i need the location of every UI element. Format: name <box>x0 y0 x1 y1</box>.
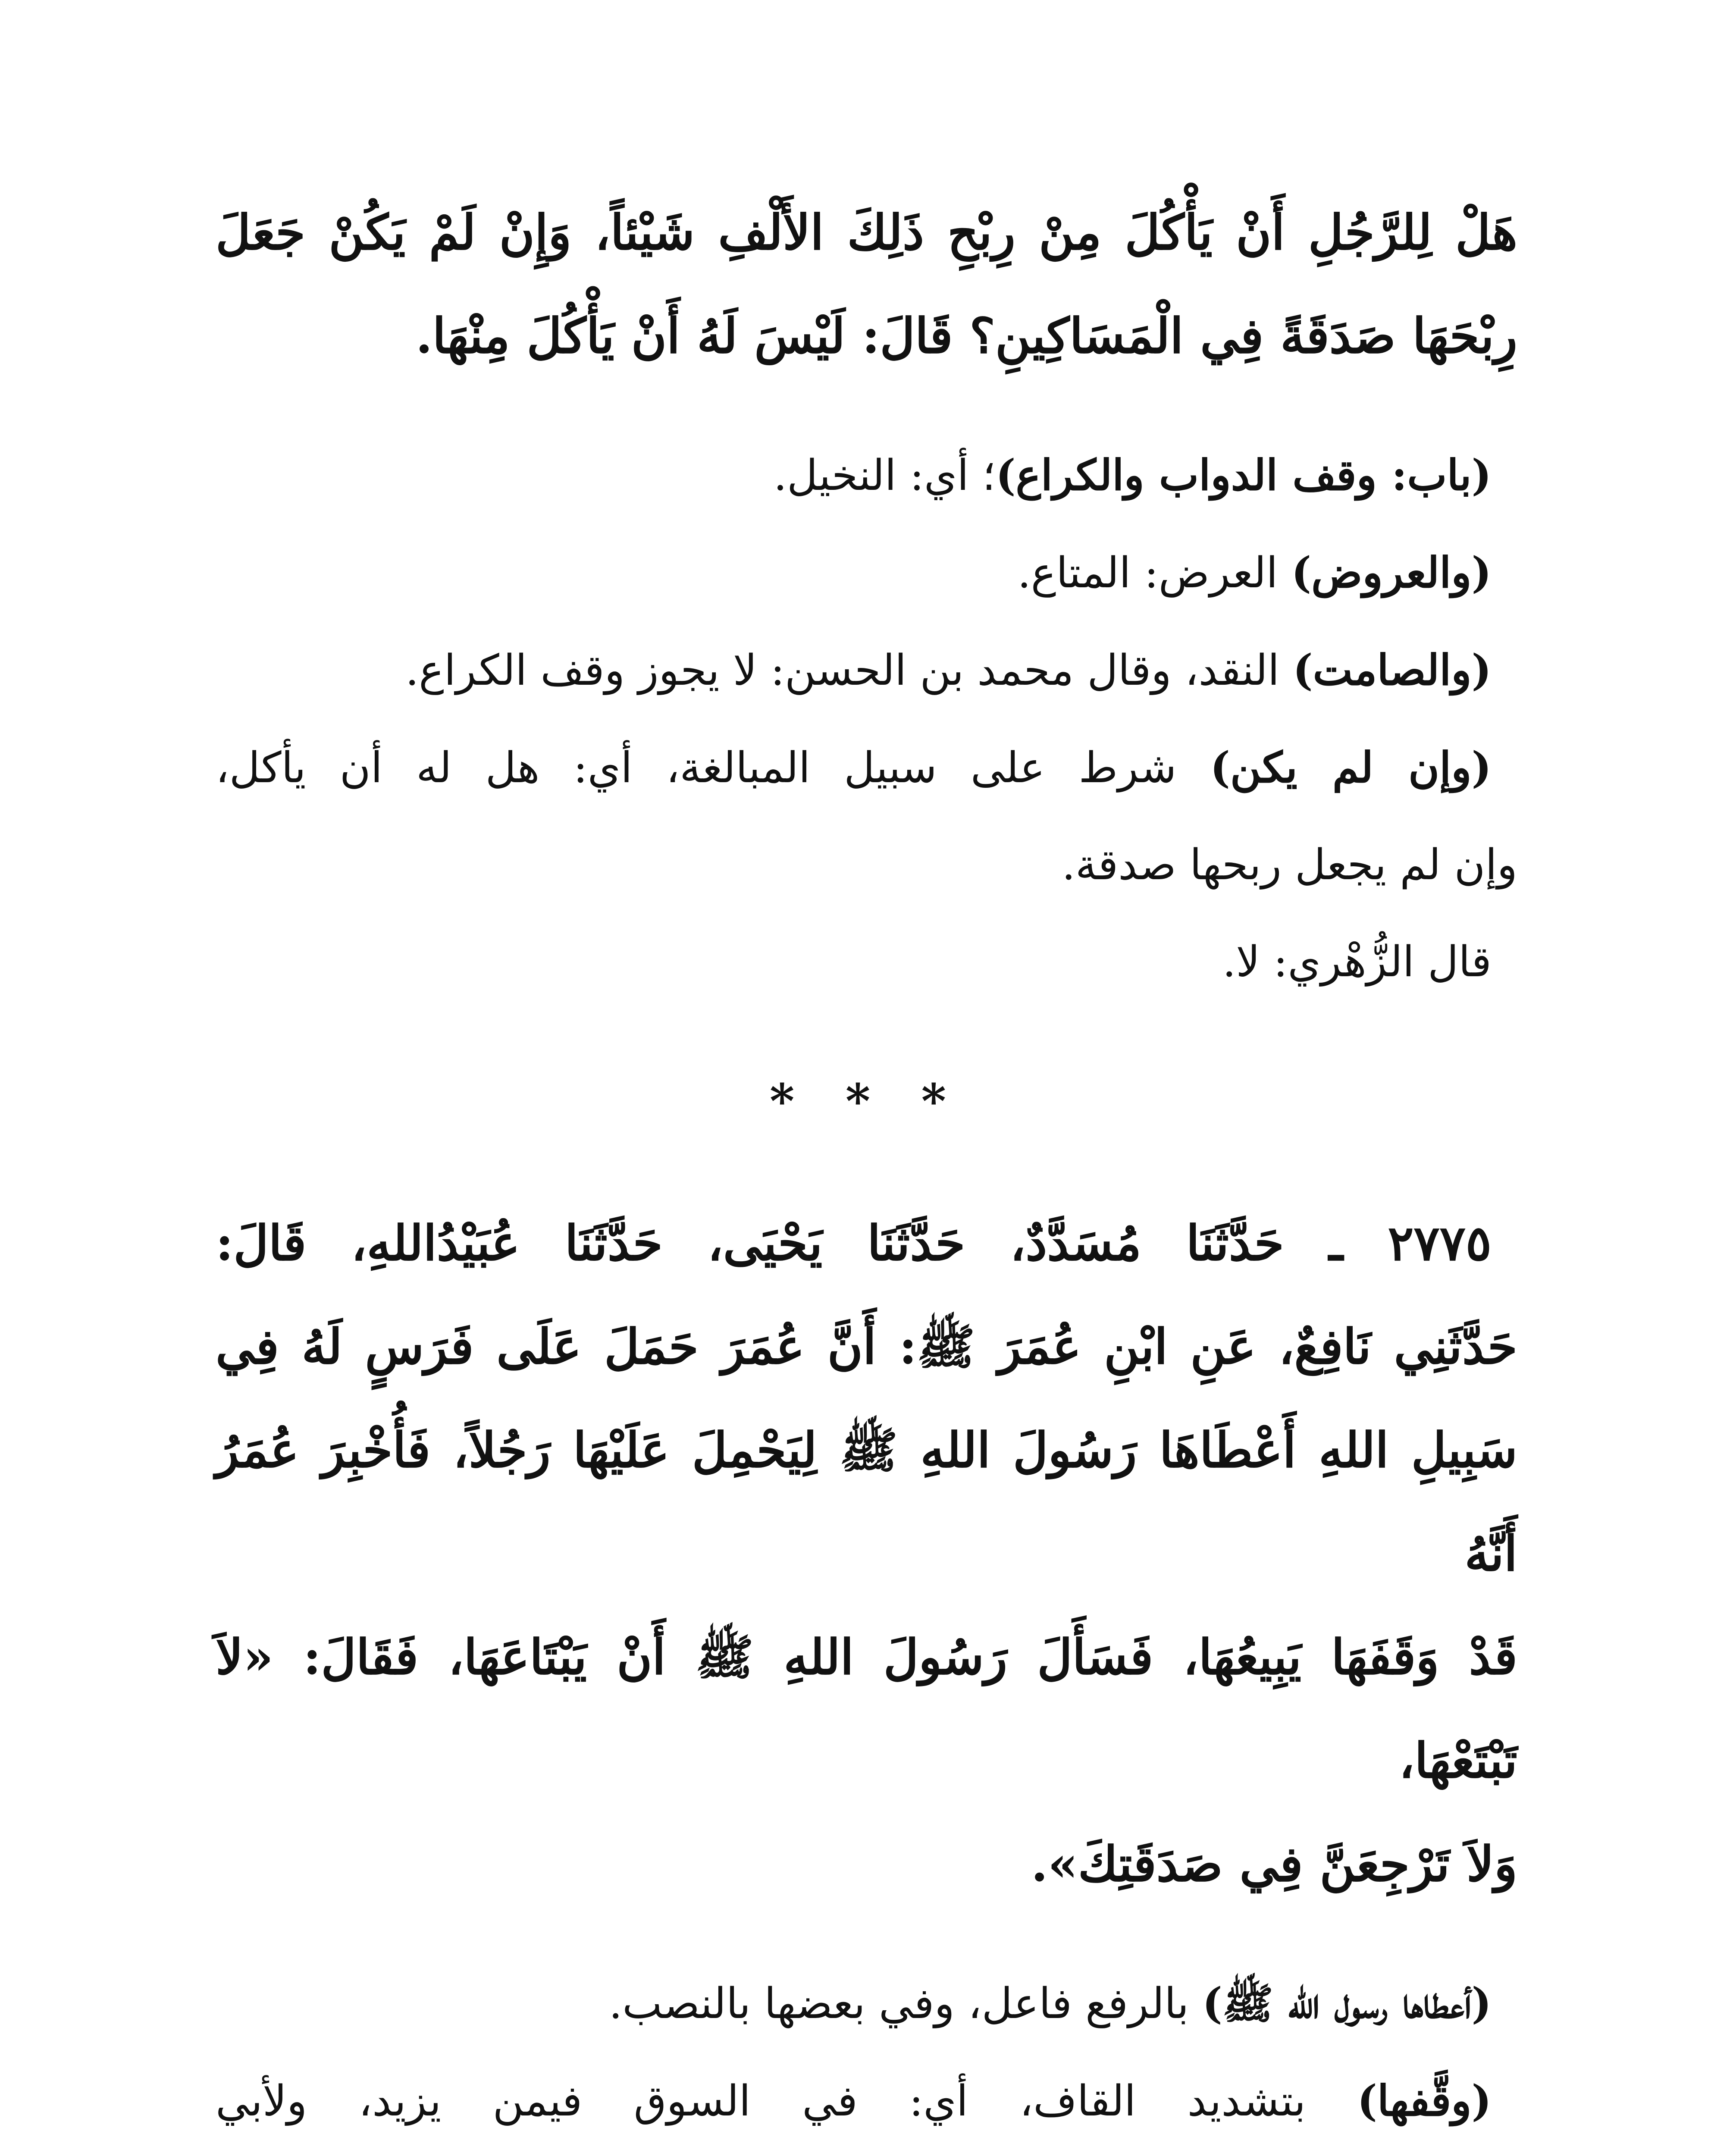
hadith-text-top <box>216 181 1517 388</box>
hadith-line: قَدْ وَقَفَهَا يَبِيعُهَا، فَسَأَلَ رَسُولَ اللهِ ﷺ أَنْ يَبْتَاعَهَا، فَقَالَ: «لاَ تَبْتَعْهَا، <box>216 1629 1517 1789</box>
commentary-line <box>216 427 1517 524</box>
commentary-text: قال الزُّهْري: لا. <box>1222 937 1492 987</box>
commentary-line <box>216 622 1517 719</box>
hadith-line: ٢٧٧٥ ـ حَدَّثَنَا مُسَدَّدٌ، حَدَّثَنَا يَحْيَى، حَدَّثَنَا عُبَيْدُاللهِ، قَالَ: <box>216 1215 1492 1272</box>
commentary-keyword: (والعروض) <box>1291 548 1492 598</box>
commentary-line <box>216 1955 1517 2053</box>
commentary-keyword: (أعطاها رسول الله ﷺ) <box>1202 1979 1492 2028</box>
commentary-line <box>216 914 1517 1011</box>
hadith-line: وَلاَ تَرْجِعَنَّ فِي صَدَقَتِكَ». <box>1031 1836 1517 1893</box>
commentary-block-2 <box>216 1955 1517 2156</box>
hadith-line: حَدَّثَنِي نَافِعٌ، عَنِ ابْنِ عُمَرَ ﷺ: أَنَّ عُمَرَ حَمَلَ عَلَى فَرَسٍ لَهُ فِي <box>216 1319 1517 1375</box>
commentary-keyword: (وإن لم يكن) <box>1210 743 1492 793</box>
commentary-line-continued: وإن لم يجعل ربحها صدقة. <box>1062 840 1517 890</box>
commentary-text: النقد، وقال محمد بن الحسن: لا يجوز وقف الكراع. <box>405 646 1293 695</box>
section-separator: * * * <box>769 1073 964 1129</box>
hadith-line: سَبِيلِ اللهِ أَعْطَاهَا رَسُولَ اللهِ ﷺ لِيَحْمِلَ عَلَيْهَا رَجُلاً، فَأُخْبِرَ عُمَرُ أَنَّهُ <box>216 1422 1517 1582</box>
commentary-line <box>216 719 1517 817</box>
commentary-text: العرض: المتاع. <box>1017 548 1291 598</box>
commentary-line <box>216 524 1517 622</box>
hadith-2775 <box>216 1192 1517 1916</box>
commentary-text: ؛ أي: النخيل. <box>773 451 996 500</box>
commentary-keyword: (والصامت) <box>1293 646 1492 695</box>
commentary-text: بتشديد القاف، أي: في السوق فيمن يزيد، ولأبي <box>216 2077 1357 2126</box>
commentary-text: شرط على سبيل المبالغة، أي: هل له أن يأكل، <box>216 743 1210 793</box>
text-line: رِبْحَهَا صَدَقَةً فِي الْمَسَاكِينِ؟ قَالَ: لَيْسَ لَهُ أَنْ يَأْكُلَ مِنْهَا. <box>415 308 1517 364</box>
commentary-keyword: (باب: وقف الدواب والكراع) <box>996 451 1492 500</box>
commentary-keyword: (وقَّفها) <box>1357 2076 1492 2126</box>
commentary-text: بالرفع فاعل، وفي بعضها بالنصب. <box>609 1979 1203 2028</box>
text-line: هَلْ لِلرَّجُلِ أَنْ يَأْكُلَ مِنْ رِبْحِ ذَلِكَ الأَلْفِ شَيْئاً، وَإِنْ لَمْ يَكُنْ جَعَلَ <box>216 204 1517 261</box>
commentary-block-1 <box>216 427 1517 1011</box>
commentary-line-continued <box>216 2150 1517 2156</box>
commentary-line <box>216 2053 1517 2150</box>
